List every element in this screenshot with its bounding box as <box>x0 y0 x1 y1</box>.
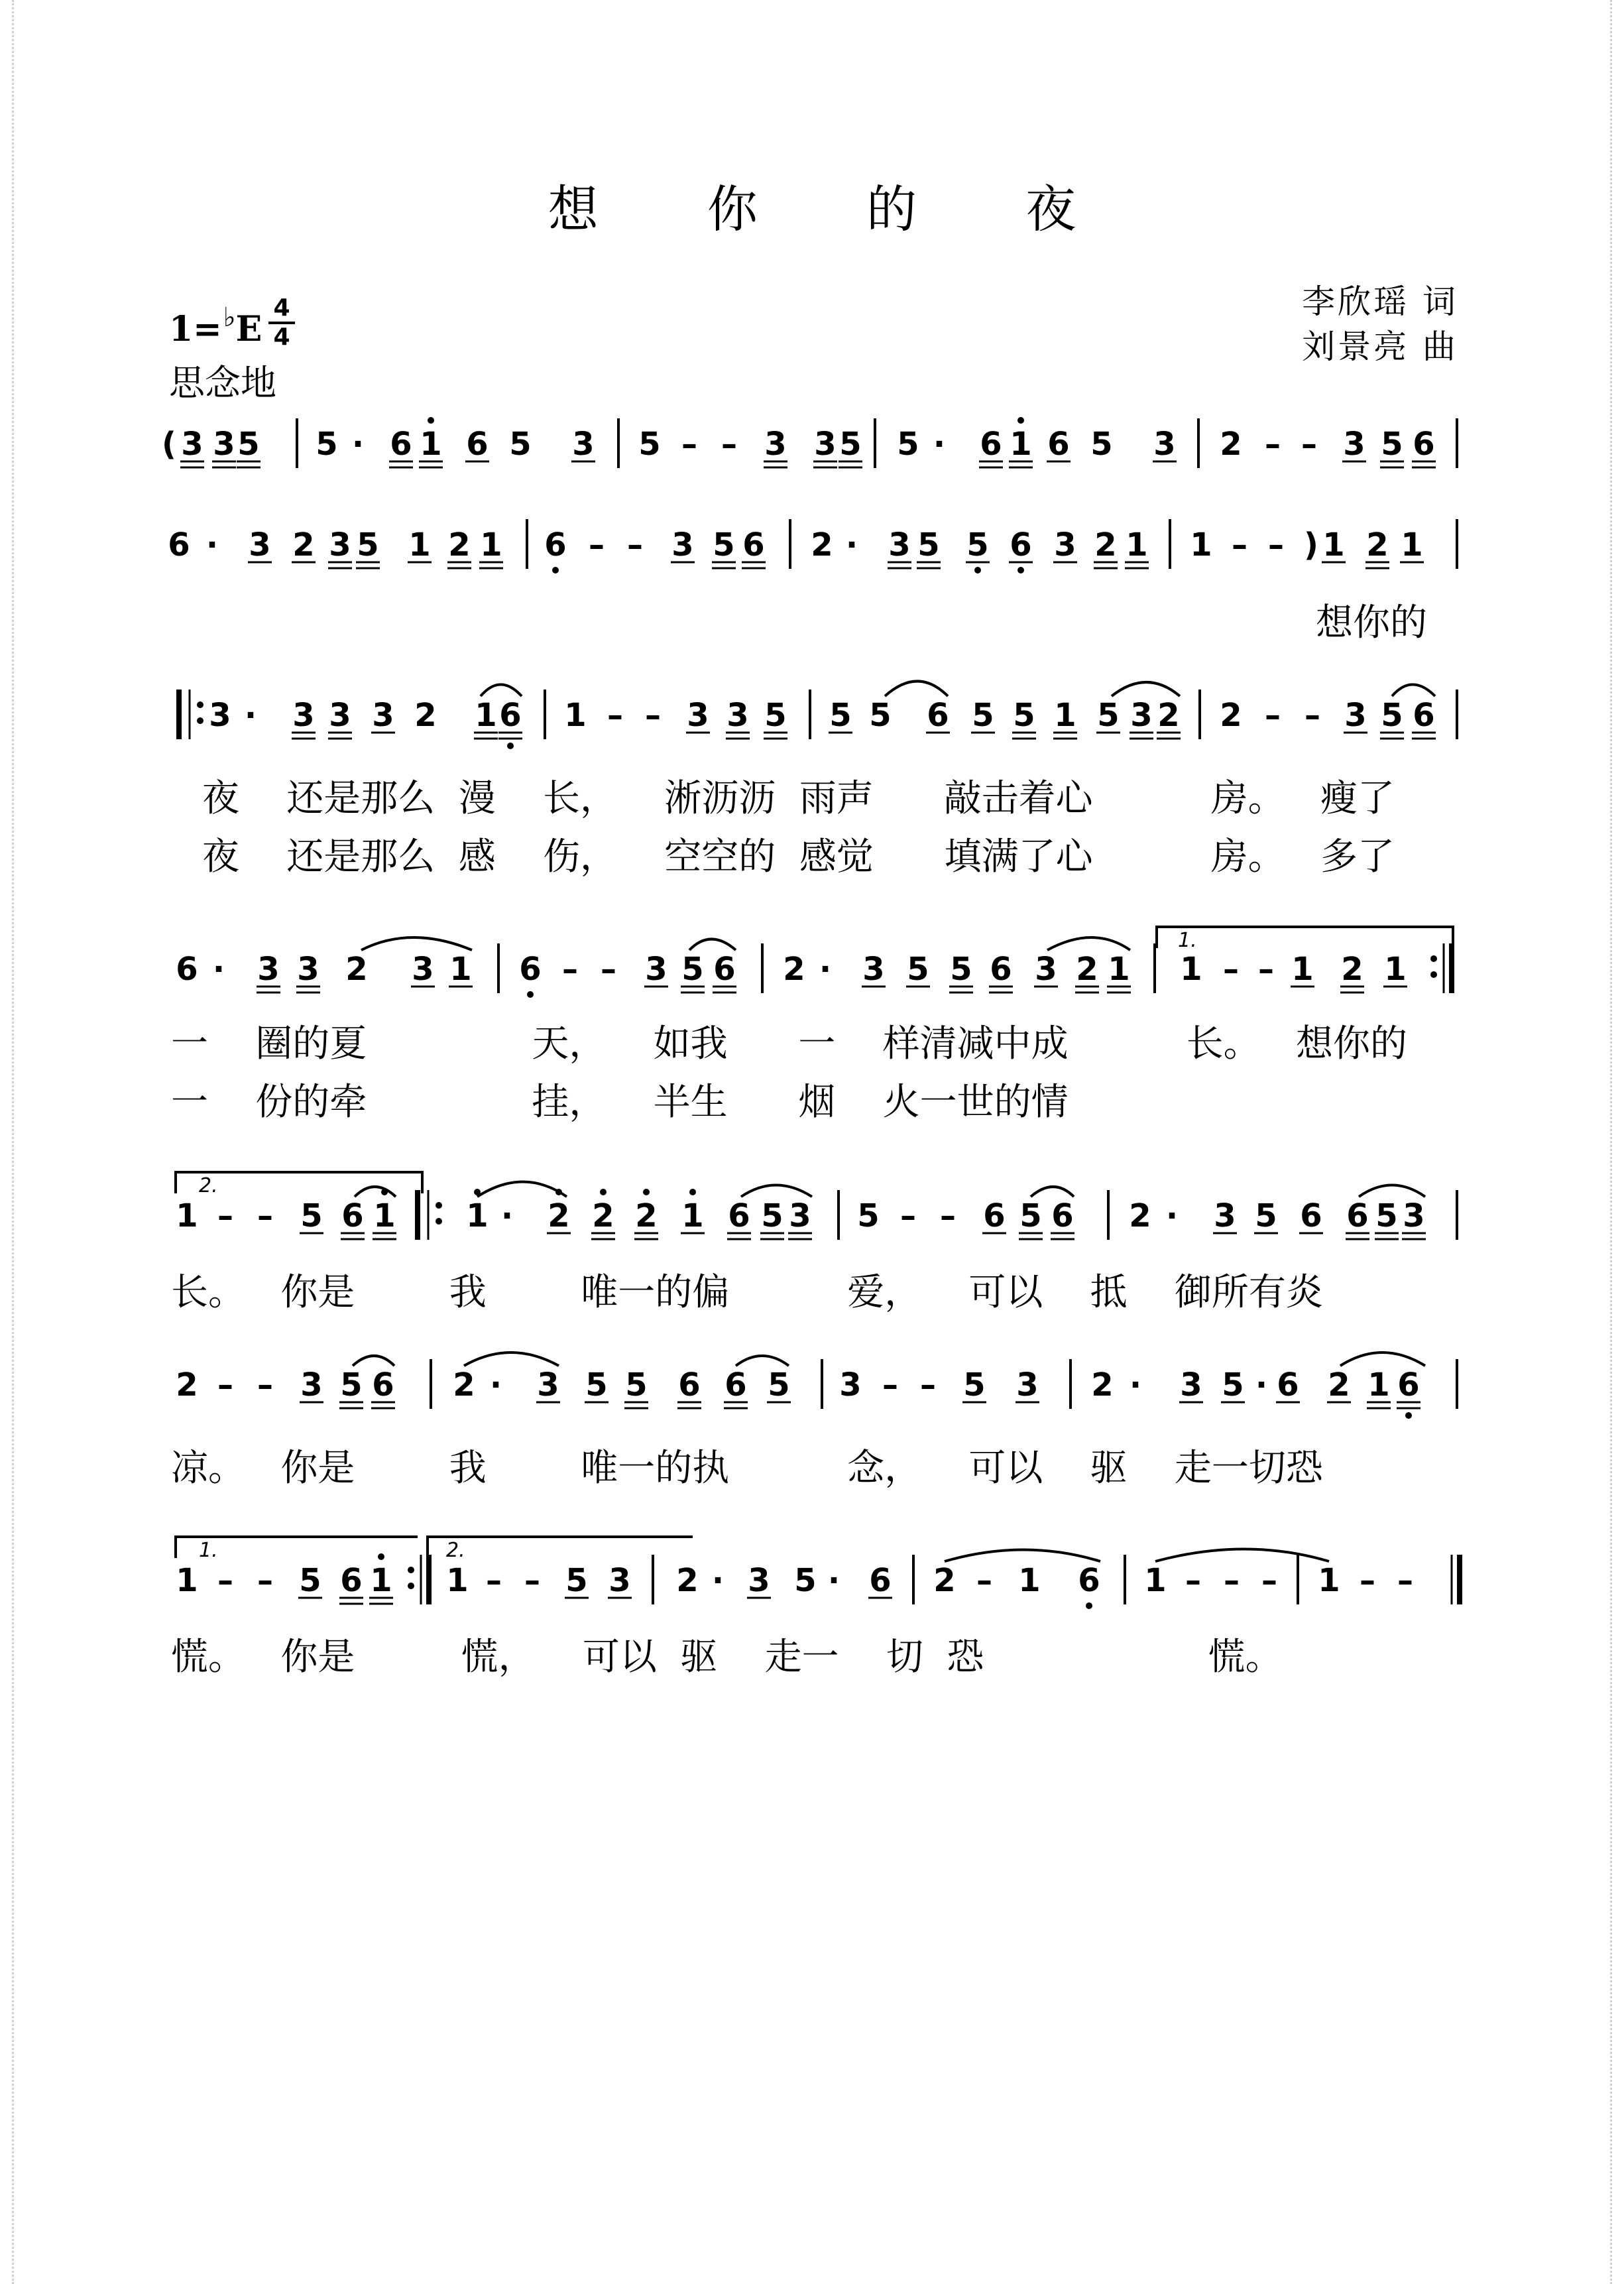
note: 3 <box>645 951 667 988</box>
octave-dot <box>1405 1412 1412 1419</box>
dash: – <box>721 426 737 463</box>
dash: – <box>562 951 578 988</box>
note: 3 <box>213 426 235 463</box>
note: 2 <box>635 1197 658 1234</box>
note: 3 <box>412 951 434 988</box>
slur <box>355 1187 396 1197</box>
note: 1 <box>1010 426 1032 463</box>
note: 6 <box>499 697 522 734</box>
note: 2 <box>592 1197 614 1234</box>
slur <box>736 1356 789 1366</box>
note: 6 <box>725 1366 747 1404</box>
note: 3 <box>609 1562 631 1599</box>
note: 3 <box>1344 697 1367 734</box>
note: 5 <box>1097 697 1120 734</box>
note: 3 <box>1153 426 1176 463</box>
dot: · <box>489 1366 502 1404</box>
note: 1 <box>408 526 431 564</box>
note: 6 <box>713 951 736 988</box>
note: 5 <box>625 1366 648 1404</box>
dot: · <box>711 1562 725 1599</box>
note: 1 <box>681 1197 704 1234</box>
lyric-line: 想你的 <box>1316 601 1427 644</box>
note: 5 <box>1090 426 1113 463</box>
note: 1 <box>475 697 497 734</box>
lyric-line: 长。 你是 我 唯一的偏 爱， 可以 抵 御所有炎 <box>171 1271 1323 1314</box>
note: 5 <box>963 1366 986 1404</box>
dash: – <box>1261 1562 1277 1599</box>
dash: – <box>601 951 616 988</box>
dot: · <box>827 1562 841 1599</box>
note: 3 <box>572 426 595 463</box>
note: 2 <box>1366 526 1389 564</box>
note: 5 <box>299 1562 321 1599</box>
note: 6 <box>1397 1366 1420 1404</box>
lyric-line: 凉。 你是 我 唯一的执 念， 可以 驱 走一切恐 <box>171 1447 1323 1490</box>
note: 6 <box>1277 1366 1299 1404</box>
dash: – <box>257 1562 273 1599</box>
note: 2 <box>1076 951 1098 988</box>
note: 5 <box>1381 697 1403 734</box>
note: 6 <box>742 526 765 564</box>
note: 1 <box>1126 526 1148 564</box>
volta-bracket <box>1157 927 1453 948</box>
note: 1 <box>176 1197 198 1234</box>
repeat-dot <box>1430 971 1437 978</box>
dash: – <box>217 1197 233 1234</box>
note: 3 <box>671 526 694 564</box>
repeat-dot <box>197 701 203 708</box>
note: 5 <box>764 697 787 734</box>
octave-dot <box>552 567 559 573</box>
dot: · <box>351 426 365 463</box>
note: 5 <box>638 426 661 463</box>
note: 3 <box>181 426 203 463</box>
octave-dot <box>428 417 434 424</box>
note: 1 <box>1180 951 1202 988</box>
slur <box>1155 1549 1329 1562</box>
note: 5 <box>907 951 929 988</box>
octave-dot <box>507 743 514 749</box>
dash: – <box>1301 426 1317 463</box>
note: 5 <box>357 526 379 564</box>
lyric-line: 一 份的牵 挂， 半生 烟 火一世的情 <box>171 1081 1069 1124</box>
note: 6 <box>1300 1197 1322 1234</box>
note: 3 <box>1035 951 1057 988</box>
note: 3 <box>537 1366 559 1404</box>
lyric-line: 一 圈的夏 天， 如我 一 样清减中成 长。 想你的 <box>171 1022 1408 1065</box>
note: 3 <box>862 951 885 988</box>
slur <box>741 1185 812 1197</box>
note: 6 <box>927 697 949 734</box>
dash: – <box>645 697 661 734</box>
note: 1 <box>1190 526 1212 564</box>
note: 5 <box>1222 1366 1244 1404</box>
note: 1 <box>449 951 472 988</box>
slur <box>1392 685 1435 697</box>
note: 3 <box>292 697 315 734</box>
note: 3 <box>257 951 280 988</box>
note: 2 <box>1328 1366 1350 1404</box>
note: 3 <box>764 426 787 463</box>
note: 6 <box>1346 1197 1369 1234</box>
song-title: 想 你 的 夜 <box>548 180 1123 239</box>
octave-dot <box>643 1189 650 1195</box>
note: 2 <box>414 697 437 734</box>
dash: – <box>1232 526 1247 564</box>
note: 1 <box>480 526 502 564</box>
note: 5 <box>950 951 972 988</box>
slur <box>689 939 736 951</box>
note: 1 <box>1291 951 1314 988</box>
note: 1 <box>1018 1562 1041 1599</box>
note: 1 <box>446 1562 469 1599</box>
note: 5 <box>829 697 852 734</box>
dash: – <box>257 1197 273 1234</box>
note: 3 <box>839 1366 862 1404</box>
slur <box>1340 1352 1425 1366</box>
dash: – <box>976 1562 992 1599</box>
note: 5 <box>966 526 989 564</box>
dash: – <box>1305 697 1320 734</box>
octave-dot <box>378 1553 384 1560</box>
note: 5 <box>1255 1197 1277 1234</box>
note: 1 <box>420 426 442 463</box>
slur <box>945 1550 1100 1562</box>
note: 5 <box>300 1197 323 1234</box>
volta-label: 1. <box>199 1539 218 1562</box>
note: 1 <box>466 1197 489 1234</box>
dot: · <box>1255 1366 1268 1404</box>
dash: – <box>217 1366 233 1404</box>
note: 2 <box>933 1562 956 1599</box>
note: 1 <box>1318 1562 1340 1599</box>
note: 5 <box>768 1366 790 1404</box>
slur <box>361 937 472 950</box>
note: 6 <box>990 951 1012 988</box>
lyric-line: 夜 还是那么 漫 长， 淅沥沥 雨声 敲击着心 房。 瘦了 <box>202 777 1395 820</box>
dot: · <box>500 1197 514 1234</box>
note: 3 <box>748 1562 770 1599</box>
note: 6 <box>544 526 567 564</box>
dot: · <box>819 951 832 988</box>
bracket: ( <box>162 426 176 463</box>
note: 5 <box>972 697 994 734</box>
note: 6 <box>168 526 190 564</box>
time-signature: 4 4 <box>268 295 295 351</box>
note: 2 <box>1157 697 1180 734</box>
note: 5 <box>316 426 338 463</box>
octave-dot <box>689 1189 696 1195</box>
note: 5 <box>681 951 704 988</box>
note: 2 <box>1220 697 1242 734</box>
repeat-dot <box>408 1583 414 1589</box>
dash: – <box>681 426 697 463</box>
note: 1 <box>1322 526 1345 564</box>
dot: · <box>205 526 219 564</box>
note: 3 <box>1016 1366 1039 1404</box>
note: 1 <box>1401 526 1423 564</box>
note: 3 <box>300 1366 323 1404</box>
dash: – <box>486 1562 502 1599</box>
note: 6 <box>519 951 542 988</box>
note: 2 <box>1341 951 1363 988</box>
lyric-line: 慌。 你是 慌， 可以 驱 走一 切 恐 慌。 <box>171 1636 1283 1679</box>
dash: – <box>1224 1562 1240 1599</box>
note: 5 <box>1375 1197 1398 1234</box>
dash: – <box>1360 1562 1375 1599</box>
repeat-dot <box>435 1218 442 1225</box>
note: 5 <box>1381 426 1403 463</box>
note: 5 <box>857 1197 880 1234</box>
note: 3 <box>209 697 231 734</box>
note: 3 <box>329 526 351 564</box>
note: 3 <box>1214 1197 1236 1234</box>
volta-label: 2. <box>446 1539 465 1562</box>
note: 3 <box>789 1197 811 1234</box>
note: 6 <box>341 1197 364 1234</box>
note: 2 <box>345 951 368 988</box>
composer-credit: 刘景亮 曲 <box>1302 328 1458 366</box>
note: 3 <box>726 697 749 734</box>
note: 6 <box>980 426 1002 463</box>
note: 1 <box>1384 951 1407 988</box>
slur <box>1031 1187 1074 1197</box>
bracket: ) <box>1304 526 1318 564</box>
note: 2 <box>176 1366 198 1404</box>
dot: · <box>933 426 946 463</box>
note: 2 <box>453 1366 475 1404</box>
dash: – <box>217 1562 233 1599</box>
note: 6 <box>1047 426 1070 463</box>
note: 3 <box>1130 697 1153 734</box>
note: 5 <box>794 1562 817 1599</box>
dash: – <box>900 1197 916 1234</box>
note: 6 <box>372 1366 394 1404</box>
note: 1 <box>1367 1366 1390 1404</box>
notation-rows <box>162 417 1460 1609</box>
note: 1 <box>176 1562 198 1599</box>
note: 6 <box>176 951 198 988</box>
note: 1 <box>1054 697 1076 734</box>
repeat-dot <box>435 1202 442 1209</box>
slur <box>353 1356 394 1366</box>
dot: · <box>244 697 257 734</box>
repeat-dot <box>408 1567 414 1573</box>
note: 6 <box>466 426 489 463</box>
note: 6 <box>1051 1197 1074 1234</box>
note: 5 <box>585 1366 608 1404</box>
note: 6 <box>1010 526 1032 564</box>
octave-dot <box>527 991 534 998</box>
note: 6 <box>983 1197 1006 1234</box>
dash: – <box>1397 1562 1413 1599</box>
note: 3 <box>372 697 394 734</box>
note: 5 <box>1013 697 1035 734</box>
note: 5 <box>1019 1197 1042 1234</box>
note: 6 <box>1078 1562 1100 1599</box>
note: 2 <box>548 1197 570 1234</box>
dash: – <box>524 1562 540 1599</box>
note: 6 <box>1413 697 1435 734</box>
slur <box>477 1182 567 1197</box>
dash: – <box>1268 526 1284 564</box>
note: 2 <box>676 1562 699 1599</box>
note: 5 <box>237 426 260 463</box>
note: 6 <box>340 1562 363 1599</box>
dash: – <box>920 1366 936 1404</box>
note: 5 <box>713 526 735 564</box>
note: 3 <box>297 951 319 988</box>
note: 3 <box>1403 1197 1425 1234</box>
note: 3 <box>888 526 911 564</box>
note: 5 <box>869 697 892 734</box>
note: 2 <box>1094 526 1117 564</box>
dash: – <box>627 526 643 564</box>
slur <box>885 682 948 697</box>
dash: – <box>1258 951 1274 988</box>
lyricist-credit: 李欣瑶 词 <box>1302 282 1458 321</box>
dot: · <box>212 951 225 988</box>
dash: – <box>1185 1562 1201 1599</box>
note: 2 <box>811 526 833 564</box>
note: 5 <box>897 426 919 463</box>
note: 2 <box>1220 426 1242 463</box>
dash: – <box>1265 697 1281 734</box>
octave-dot <box>1017 417 1024 424</box>
note: 6 <box>728 1197 750 1234</box>
slur <box>1359 1185 1425 1197</box>
octave-dot <box>1086 1602 1092 1609</box>
note: 5 <box>839 426 862 463</box>
dash: – <box>589 526 605 564</box>
note: 5 <box>340 1366 363 1404</box>
slur <box>1112 682 1180 696</box>
note: 6 <box>1413 426 1435 463</box>
dash: – <box>257 1366 273 1404</box>
volta-label: 2. <box>199 1174 218 1197</box>
note: 2 <box>783 951 805 988</box>
volta-label: 1. <box>1178 929 1197 952</box>
slur <box>481 685 522 697</box>
note: 5 <box>565 1562 588 1599</box>
note: 3 <box>249 526 271 564</box>
note: 2 <box>292 526 315 564</box>
note: 1 <box>1144 1562 1167 1599</box>
note: 1 <box>1108 951 1130 988</box>
note: 3 <box>1054 526 1076 564</box>
note: 6 <box>869 1562 892 1599</box>
slur <box>1047 937 1130 950</box>
note: 2 <box>1129 1197 1151 1234</box>
note: 5 <box>509 426 532 463</box>
note: 5 <box>761 1197 783 1234</box>
note: 6 <box>678 1366 701 1404</box>
lyric-line: 夜 还是那么 感 伤， 空空的 感觉 填满了心 房。 多了 <box>202 835 1395 878</box>
dash: – <box>1223 951 1239 988</box>
dash: – <box>1265 426 1281 463</box>
note: 5 <box>917 526 940 564</box>
note: 1 <box>373 1197 396 1234</box>
octave-dot <box>1017 567 1024 573</box>
tempo-marking: 思念地 <box>169 362 276 404</box>
note: 6 <box>390 426 412 463</box>
note: 3 <box>687 697 709 734</box>
note: 1 <box>564 697 587 734</box>
dot: · <box>1129 1366 1142 1404</box>
note: 3 <box>814 426 837 463</box>
key-signature: 1=♭E <box>169 302 262 349</box>
repeat-dot <box>197 717 203 724</box>
octave-dot <box>974 567 981 573</box>
dash: – <box>940 1197 956 1234</box>
slur <box>464 1352 559 1366</box>
dot: · <box>845 526 858 564</box>
note: 3 <box>329 697 351 734</box>
dot: · <box>1165 1197 1179 1234</box>
repeat-dot <box>1430 955 1437 962</box>
octave-dot <box>600 1189 607 1195</box>
dash: – <box>607 697 623 734</box>
dash: – <box>882 1366 898 1404</box>
note: 2 <box>448 526 471 564</box>
note: 2 <box>1091 1366 1114 1404</box>
note: 3 <box>1343 426 1365 463</box>
note: 1 <box>370 1562 392 1599</box>
note: 3 <box>1180 1366 1202 1404</box>
